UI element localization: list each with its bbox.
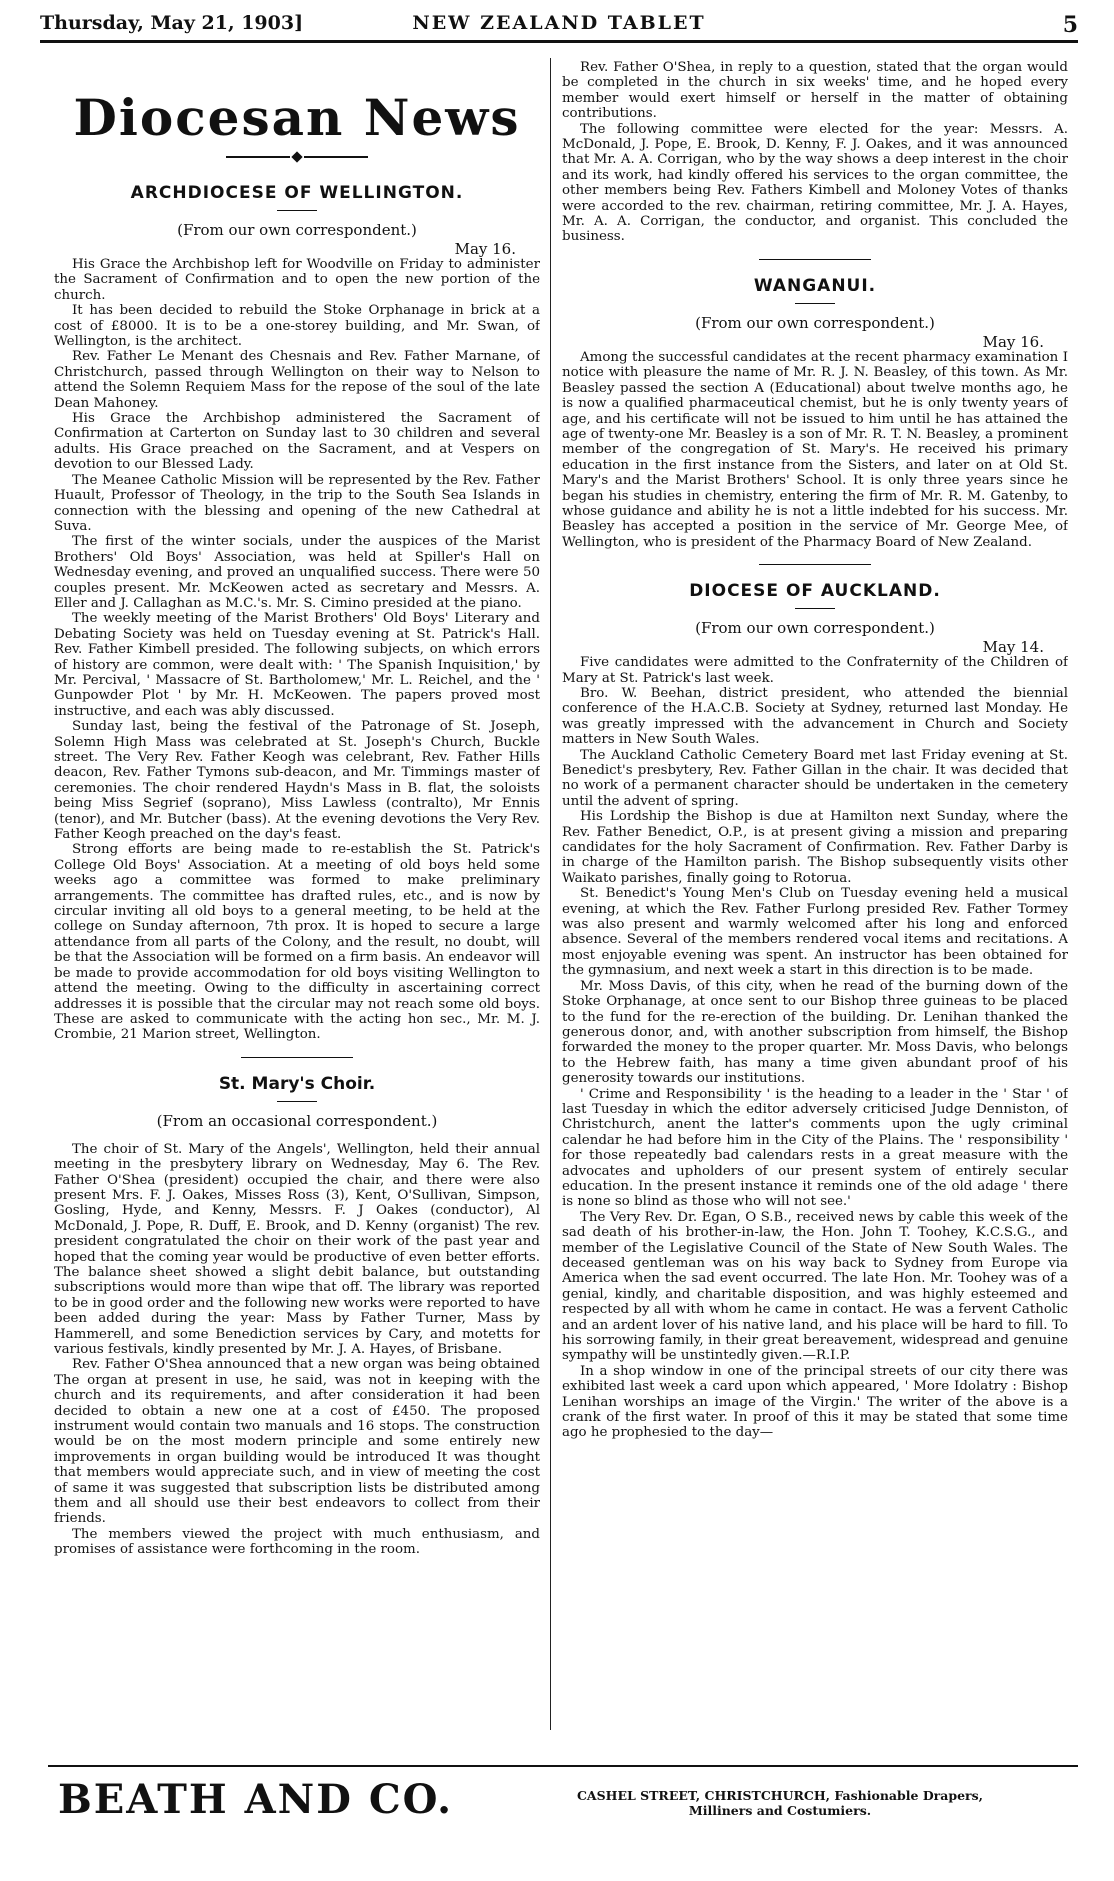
advertiser-name: BEATH AND CO. xyxy=(58,1776,454,1823)
address-line: Milliners and Costumiers. xyxy=(688,1803,872,1818)
paragraph: Sunday last, being the festival of the Patronage of St. Joseph, Solemn High Mass was celebrated at St. Joseph's Church, Buckle street. The Very Rev. Father Keogh was celebrant, Rev. Father Hills deacon, Rev. Father Tymons sub-deacon, and Mr. Timmings master of ceremonies. The choir rendered Haydn's Mass in B. flat, the soloists being Miss Segrief (soprano), Miss Lawless (contralto), Mr Ennis (tenor), and Mr. Butcher (bass). At the evening devotions the Very Rev. Father Keogh preached on the day's feast. xyxy=(54,719,540,843)
spacer xyxy=(54,1132,540,1142)
paragraph: The Meanee Catholic Mission will be represented by the Rev. Father Huault, Professor of Theology, in the trip to the South Sea Islands in connection with the blessing and opening of the new Cathedral at Suva. xyxy=(54,472,540,534)
paragraph: It has been decided to rebuild the Stoke Orphanage in brick at a cost of £8000. It is to be a one-storey building, and Mr. Swan, of Wellington, is the architect. xyxy=(54,303,540,350)
article-body-continued xyxy=(562,60,1068,245)
paragraph: ' Crime and Responsibility ' is the heading to a leader in the ' Star ' of last Tuesday in which the editor adversely criticised Judge Denniston, of Christchurch, anent the latter's comments upon the ugly criminal calendar he had before him in the City of the Plains. The ' responsibility ' for those repeatedly bad calendars rests in a great measure with the advocates and upholders of our present system of entirely secular education. In the present instance it reminds one of the old adage ' there is none so blind as those who will not see.' xyxy=(562,1086,1068,1210)
article-correspondent: (From our own correspondent.) xyxy=(177,221,417,239)
article-title: WANGANUI. xyxy=(753,275,877,296)
article-body xyxy=(54,257,540,1043)
title-rule xyxy=(277,1101,317,1102)
section-divider xyxy=(241,1057,353,1058)
diamond-icon xyxy=(291,151,302,162)
paragraph: The first of the winter socials, under the auspices of the Marist Brothers' Old Boys' Association, was held at Spiller's Hall on Wednesday evening, and proved an unqualified success. There were 50 couples present. Mr. McKeowen acted as secretary and Messrs. A. Eller and J. Callaghan as M.C.'s. Mr. S. Cimino presided at the piano. xyxy=(54,534,540,611)
left-column xyxy=(54,60,540,1730)
article-correspondent: (From our own correspondent.) xyxy=(695,619,935,638)
article-body xyxy=(562,350,1068,550)
article-body xyxy=(562,655,1068,1441)
title-rule xyxy=(277,210,317,211)
title-rule xyxy=(795,608,835,609)
paragraph: Rev. Father Le Menant des Chesnais and Rev. Father Marnane, of Christchurch, passed through Wellington on their way to Nelson to attend the Solemn Requiem Mass for the repose of the soul of the late Dean Mahoney. xyxy=(54,349,540,411)
column-rule xyxy=(550,58,551,1730)
article-correspondent: (From our own correspondent.) xyxy=(695,313,935,332)
title-rule xyxy=(795,303,835,304)
paragraph: Mr. Moss Davis, of this city, when he read of the burning down of the Stoke Orphanage, at once sent to our Bishop three guineas to be placed to the fund for the re-erection of the building. Dr. Lenihan thanked the generous donor, and, with another subscription from himself, the Bishop forwarded the money to the proper quarter. Mr. Moss Davis, who belongs to the Hebrew faith, has many a time given abundant proof of his generosity towards our institutions. xyxy=(562,978,1068,1087)
paragraph: Five candidates were admitted to the Confraternity of the Children of Mary at St. Patrick's last week. xyxy=(562,655,1068,686)
paragraph: Rev. Father O'Shea announced that a new organ was being obtained The organ at present in use, he said, was not in keeping with the church and its requirements, and after consideration it had been decided to obtain a new one at a cost of £450. The proposed instrument would contain two manuals and 16 stops. The construction would be on the most modern principle and some entirely new improvements in organ building would be introduced It was thought that members would appreciate such, and in view of meeting the cost of same it was suggested that subscription lists be distributed among them and all should use their best endeavors to collect from their friends. xyxy=(54,1357,540,1527)
paragraph: Among the successful candidates at the recent pharmacy examination I notice with pleasure the name of Mr. R. J. N. Beasley, of this town. As Mr. Beasley passed the section A (Educational) about twelve months ago, he is now a qualified pharmaceutical chemist, but he is only twenty years of age, and his certificate will not be issued to him until he has attained the age of twenty-one Mr. Beasley is a son of Mr. R. T. N. Beasley, a prominent member of the congregation of St. Mary's. He received his primary education in the first instance from the Sisters, and later on at Old St. Mary's and the Marist Brothers' School. It is only three years since he began his studies in chemistry, entering the firm of Mr. R. M. Gatenby, to whose guidance and ability he is not a little indebted for his success. Mr. Beasley has accepted a position in the service of Mr. George Mee, of Wellington, who is president of the Pharmacy Board of New Zealand. xyxy=(562,349,1068,550)
paragraph: The members viewed the project with much enthusiasm, and promises of assistance were forthcoming in the room. xyxy=(54,1526,540,1558)
paragraph: The weekly meeting of the Marist Brothers' Old Boys' Literary and Debating Society was held on Tuesday evening at St. Patrick's Hall. Rev. Father Kimbell presided. The following subjects, on which errors of history are common, were dealt with: ' The Spanish Inquisition,' by Mr. Percival, ' Massacre of St. Bartholomew,' Mr. L. Reichel, and the ' Gunpowder Plot ' by Mr. H. McKeowen. The papers proved most instructive, and each was ably discussed. xyxy=(54,611,540,719)
paragraph: St. Benedict's Young Men's Club on Tuesday evening held a musical evening, at which the Rev. Father Furlong presided Rev. Father Tormey was also present and warmly welcomed after his long and enforced absence. Several of the members rendered vocal items and recitations. A most enjoyable evening was spent. An instructor has been obtained for the gymnasium, and next week a start in this direction is to be made. xyxy=(562,886,1068,979)
article-title: ARCHDIOCESE OF WELLINGTON. xyxy=(130,183,464,203)
article-date: May 16. xyxy=(454,240,516,258)
paragraph: Strong efforts are being made to re-establish the St. Patrick's College Old Boys' Association. At a meeting of old boys held some weeks ago a committee was formed to make preliminary arrangements. The committee has drafted rules, etc., and is now by circular inviting all old boys to a general meeting, to be held at the college on Sunday afternoon, 7th prox. It is hoped to secure a large attendance from all parts of the Colony, and the result, no doubt, will be that the Association will be formed on a firm basis. An endeavor will be made to provide accommodation for old boys visiting Wellington to attend the meeting. Owing to the difficulty in ascertaining correct addresses it is possible that the circular may not reach some old boys. These are asked to communicate with the acting hon sec., Mr. M. J. Crombie, 21 Marion street, Wellington. xyxy=(54,842,540,1043)
article-body xyxy=(54,1142,540,1558)
article-auckland xyxy=(562,581,1068,1441)
article-wanganui xyxy=(562,276,1068,550)
ornament-rule xyxy=(54,153,540,161)
paragraph: The choir of St. Mary of the Angels', Wellington, held their annual meeting in the presbytery library on Wednesday, May 6. The Rev. Father O'Shea (president) occupied the chair, and there were also present Mrs. F. J. Oakes, Misses Ross (3), Kent, O'Sullivan, Simpson, Gosling, Hyde, and Kenny, Messrs. F. J Oakes (conductor), Al McDonald, J. Pope, R. Duff, E. Brook, and D. Kenny (organist) The rev. president congratulated the choir on their work of the past year and hoped that the coming year would be productive of even better efforts. The balance sheet showed a slight debit balance, but outstanding subscriptions would more than wipe that off. The library was reported to be in good order and the following new works were reported to have been added during the year: Mass by Father Turner, Mass by Hammerell, and some Benediction services by Cary, and motetts for various festivals, kindly presented by Mr. J. A. Hayes, of Brisbane. xyxy=(54,1141,540,1357)
ornament-line xyxy=(226,156,290,158)
section-masthead: Diocesan News xyxy=(73,88,521,147)
paragraph: Rev. Father O'Shea, in reply to a question, stated that the organ would be completed in the church in six weeks' time, and he hoped every member would exert himself or herself in the matter of obtaining contributions. xyxy=(562,60,1068,122)
section-divider xyxy=(759,564,871,565)
article-title: St. Mary's Choir. xyxy=(218,1073,376,1094)
paragraph: In a shop window in one of the principal streets of our city there was exhibited last week a card upon which appeared, ' More Idolatry : Bishop Lenihan worships an image of the Virgin.' The writer of the above is a crank of the first water. In proof of this it may be stated that some time ago he prophesied to the day— xyxy=(562,1363,1068,1441)
article-title: DIOCESE OF AUCKLAND. xyxy=(689,581,941,602)
paper-title: NEW ZEALAND TABLET xyxy=(412,12,706,34)
paragraph: The following committee were elected for the year: Messrs. A. McDonald, J. Pope, E. Brook, D. Kenny, F. J. Oakes, and it was announced that Mr. A. A. Corrigan, who by the way shows a deep interest in the choir and its work, had kindly offered his services to the organ committee, the other members being Rev. Fathers Kimbell and Moloney Votes of thanks were accorded to the rev. chairman, retiring committee, Mr. J. A. Hayes, Mr. A. A. Corrigan, the conductor, and organist. This concluded the business. xyxy=(562,121,1068,245)
ornament-line xyxy=(304,156,368,158)
article-date: May 16. xyxy=(982,332,1044,351)
article-date: May 14. xyxy=(982,638,1044,657)
advertiser-address xyxy=(500,1788,1060,1818)
footer-rule xyxy=(48,1765,1078,1767)
issue-date: Thursday, May 21, 1903] xyxy=(40,12,304,34)
paragraph: The Auckland Catholic Cemetery Board met last Friday evening at St. Benedict's presbytery, Rev. Father Gillan in the chair. It was decided that no work of a permanent character should be undertaken in the cemetery until the advent of spring. xyxy=(562,747,1068,809)
paragraph: His Lordship the Bishop is due at Hamilton next Sunday, where the Rev. Father Benedict, O.P., is at present giving a mission and preparing candidates for the holy Sacrament of Confirmation. Rev. Father Darby is in charge of the Hamilton parish. The Bishop subsequently visits other Waikato parishes, finally going to Rotorua. xyxy=(562,809,1068,886)
right-column xyxy=(562,60,1068,1730)
article-correspondent: (From an occasional correspondent.) xyxy=(156,1111,438,1130)
address-line: CASHEL STREET, CHRISTCHURCH, Fashionable Drapers, xyxy=(576,1788,984,1803)
article-wellington xyxy=(54,183,540,1043)
section-divider xyxy=(759,259,871,260)
page-number: 5 xyxy=(1062,12,1078,38)
paragraph: His Grace the Archbishop left for Woodville on Friday to administer the Sacrament of Confirmation and to open the new portion of the church. xyxy=(54,257,540,303)
running-head xyxy=(40,10,1078,43)
paragraph: His Grace the Archbishop administered the Sacrament of Confirmation at Carterton on Sunday last to 30 children and several adults. His Grace preached on the Sacrament, and at Vespers on devotion to our Blessed Lady. xyxy=(54,411,540,473)
paragraph: Bro. W. Beehan, district president, who attended the biennial conference of the H.A.C.B. Society at Sydney, returned last Monday. He was greatly impressed with the advancement in Church and Society matters in New South Wales. xyxy=(562,685,1068,748)
article-st-marys-choir xyxy=(54,1074,540,1558)
paragraph: The Very Rev. Dr. Egan, O S.B., received news by cable this week of the sad death of his brother-in-law, the Hon. John T. Toohey, K.C.S.G., and member of the Legislative Council of the State of New South Wales. The deceased gentleman was on his way back to Sydney from Europe via America when the sad event occurred. The late Hon. Mr. Toohey was of a genial, kindly, and charitable disposition, and was highly esteemed and respected by all with whom he came in contact. He was a fervent Catholic and an ardent lover of his native land, and his place will be hard to fill. To his sorrowing family, in their great bereavement, widespread and genuine sympathy will be unstintedly given.—R.I.P. xyxy=(562,1209,1068,1364)
